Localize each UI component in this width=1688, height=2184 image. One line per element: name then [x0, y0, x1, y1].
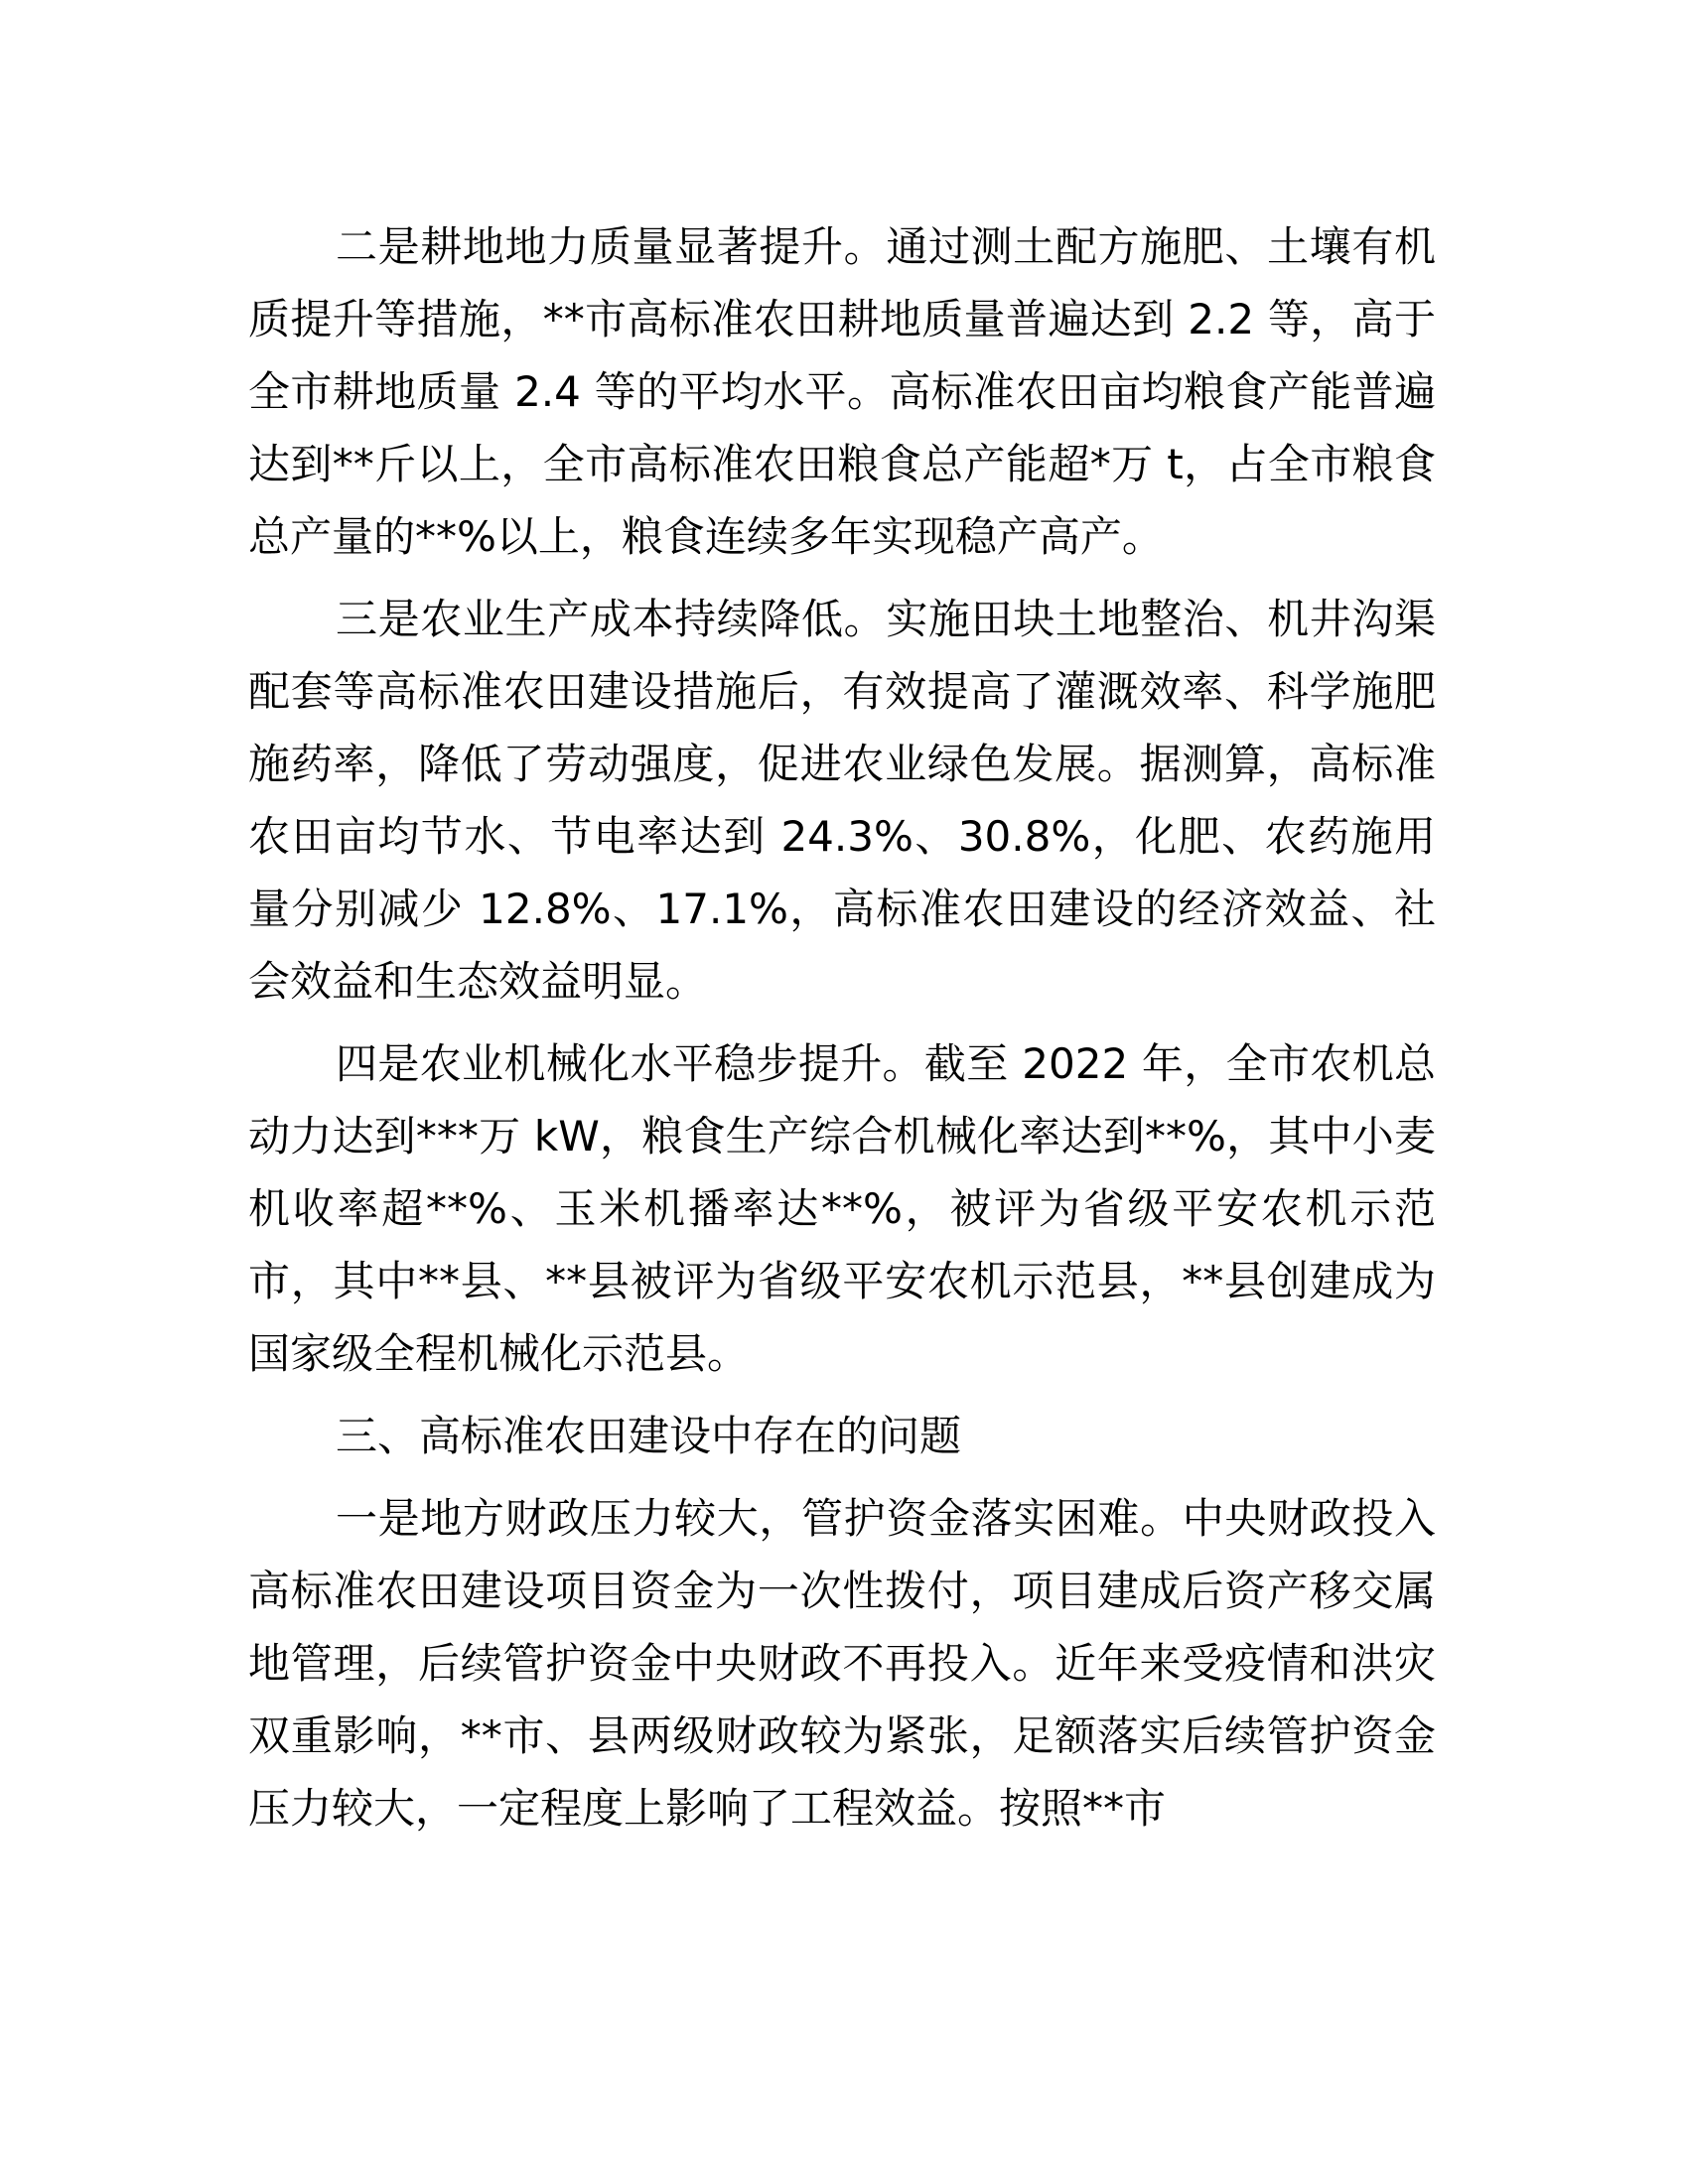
paragraph-fiscal-pressure: 一是地方财政压力较大，管护资金落实困难。中央财政投入高标准农田建设项目资金为一次性拨付，项目建成后资产移交属地管理，后续管护资金中央财政不再投入。近年来受疫情和洪灾双重影响，**市、县两级财政较为紧张，足额落实后续管护资金压力较大，一定程度上影响了工程效益。按照**市 — [248, 1494, 1436, 1833]
section-heading-problems: 三、高标准农田建设中存在的问题 — [336, 1412, 962, 1460]
paragraph-mechanization: 四是农业机械化水平稳步提升。截至 2022 年，全市农机总动力达到***万 kW，粮食生产综合机械化率达到**%，其中小麦机收率超**%、玉米机播率达**%，被评为省级平安农机示范市，其中**县、**县被评为省级平安农机示范县，**县创建成为国家级全程机械化示范县。 — [248, 1039, 1436, 1378]
document-body — [248, 210, 1436, 1844]
paragraph-production-cost: 三是农业生产成本持续降低。实施田块土地整治、机井沟渠配套等高标准农田建设措施后，有效提高了灌溉效率、科学施肥施药率，降低了劳动强度，促进农业绿色发展。据测算，高标准农田亩均节水、节电率达到 24.3%、30.8%，化肥、农药施用量分别减少 12.8%、17.1%，高标准农田建设的经济效益、社会效益和生态效益明显。 — [248, 595, 1436, 1006]
paragraph-soil-quality: 二是耕地地力质量显著提升。通过测土配方施肥、土壤有机质提升等措施，**市高标准农田耕地质量普遍达到 2.2 等，高于全市耕地质量 2.4 等的平均水平。高标准农田亩均粮食产能普遍达到**斤以上，全市高标准农田粮食总产能超*万 t，占全市粮食总产量的**%以上，粮食连续多年实现稳产高产。 — [248, 222, 1436, 561]
